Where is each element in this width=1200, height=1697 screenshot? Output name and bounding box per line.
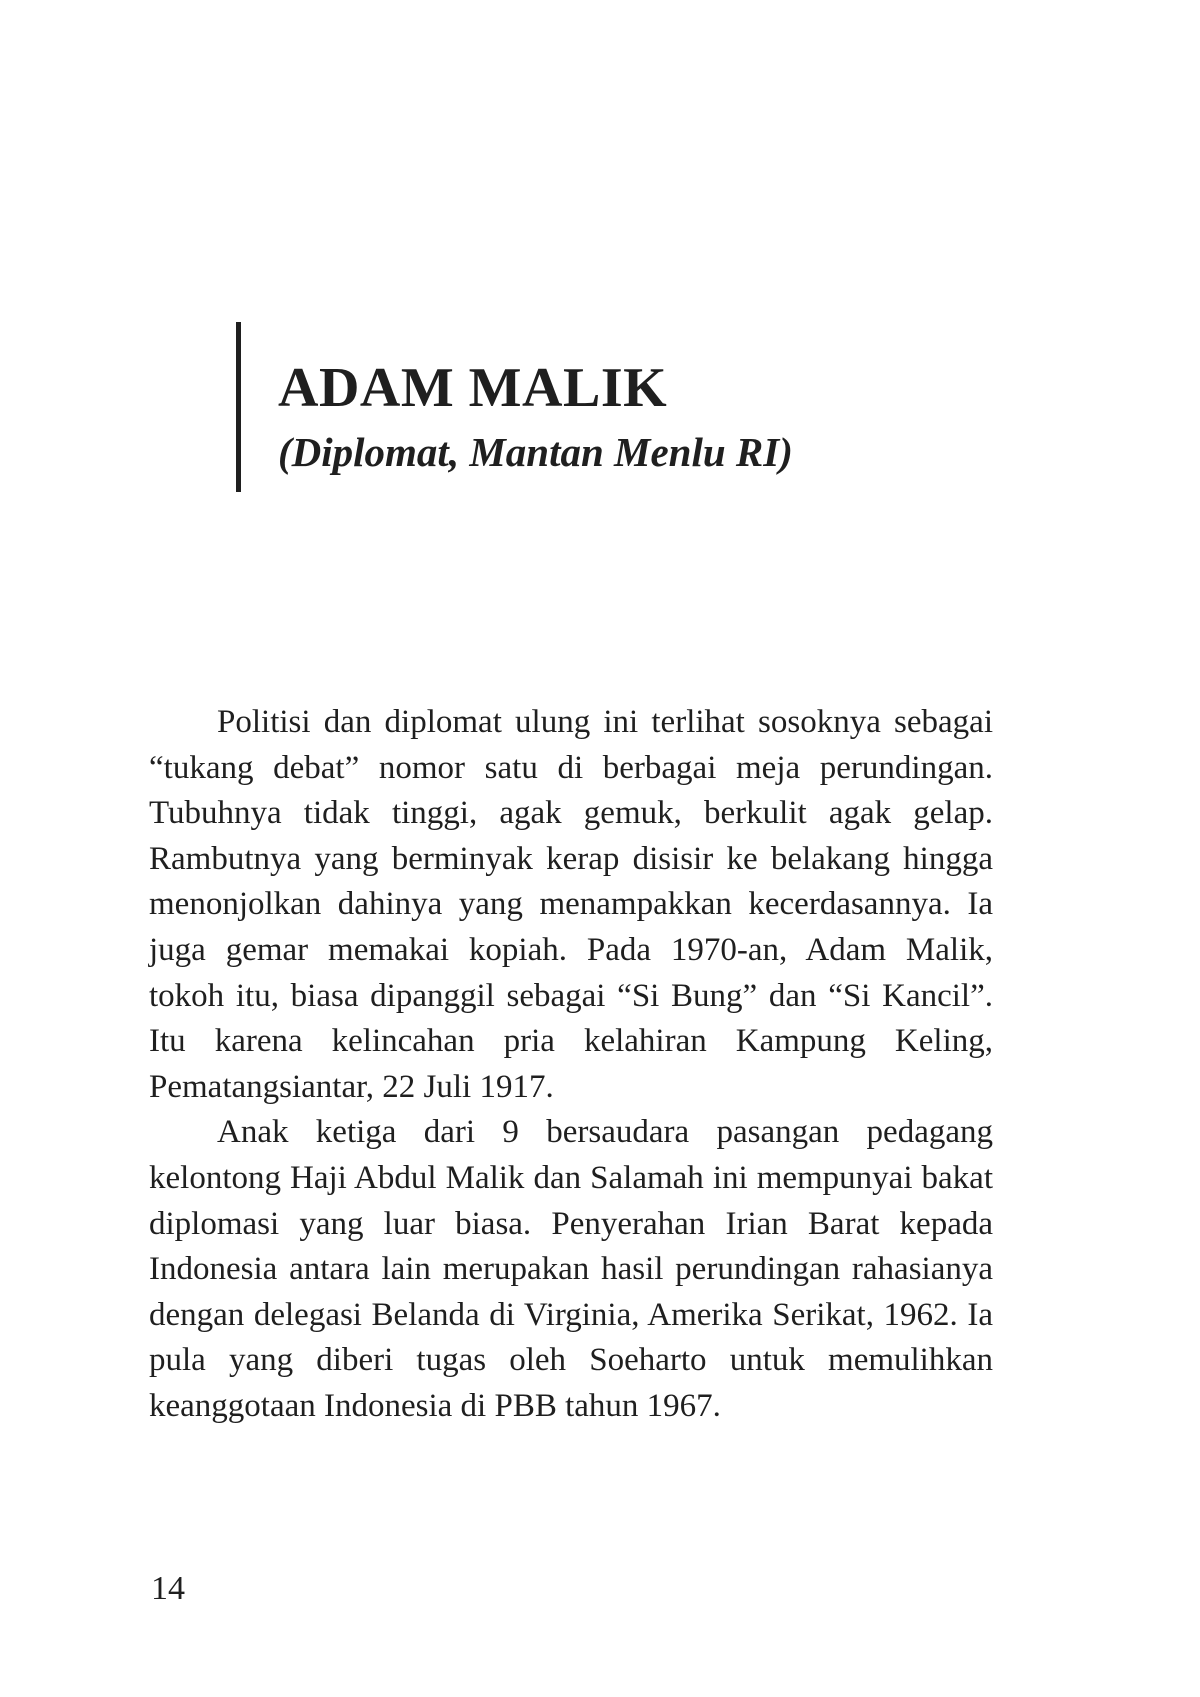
paragraph-1: Politisi dan diplomat ulung ini terlihat sosoknya sebagai “tukang debat” nomor satu di berbagai meja perundingan. Tubuhnya tidak tinggi, agak gemuk, berkulit agak gelap. Rambutnya yang berminyak kerap disisir ke belakang hingga menonjolkan dahinya yang menampakkan kecerdasannya. Ia juga gemar memakai kopiah. Pada 1970-an, Adam Malik, tokoh itu, biasa dipanggil sebagai “Si Bung” dan “Si Kancil”. Itu karena kelincahan pria kelahiran Kampung Keling, Pematangsiantar, 22 Juli 1917. (149, 704, 993, 1105)
page-number: 14 (151, 1570, 185, 1607)
chapter-title: ADAM MALIK (278, 357, 668, 419)
body-text (149, 700, 993, 1430)
chapter-subtitle: (Diplomat, Mantan Menlu RI) (278, 429, 793, 475)
heading-vertical-rule (236, 322, 241, 492)
chapter-heading (236, 322, 936, 492)
paragraph-2: Anak ketiga dari 9 bersaudara pasangan pedagang kelontong Haji Abdul Malik dan Salamah ini mempunyai bakat diplomasi yang luar biasa. Penyerahan Irian Barat kepada Indonesia antara lain merupakan hasil perundingan rahasianya dengan delegasi Belanda di Virginia, Amerika Serikat, 1962. Ia pula yang diberi tugas oleh Soeharto untuk memulihkan keanggotaan Indonesia di PBB tahun 1967. (149, 1114, 993, 1424)
